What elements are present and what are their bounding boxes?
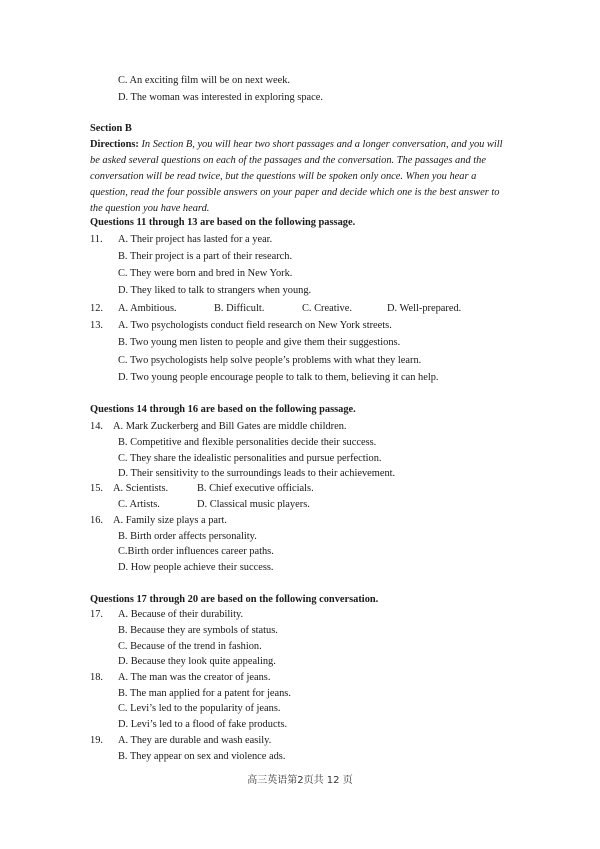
option-line: D. How people achieve their success. <box>118 562 274 573</box>
option-line: D. Well-prepared. <box>387 303 462 314</box>
option-line: B. They appear on sex and violence ads. <box>118 751 286 762</box>
section-heading: Section B <box>90 123 132 134</box>
option-line: B. The man applied for a patent for jeans. <box>118 688 291 699</box>
option-line: B. Birth order affects personality. <box>118 531 257 542</box>
question-number: 18. <box>90 672 103 683</box>
directions-label: Directions: <box>90 139 139 150</box>
option-line: D. Their sensitivity to the surroundings leads to their achievement. <box>118 468 396 479</box>
question-number: 14. <box>90 421 103 432</box>
option-line: D. Because they look quite appealing. <box>118 656 276 667</box>
option-line: A. Ambitious. <box>118 303 177 314</box>
option-line: D. Classical music players. <box>197 499 310 510</box>
question-number: 13. <box>90 320 103 331</box>
question-number: 15. <box>90 483 103 494</box>
option-line: A. Family size plays a part. <box>113 515 227 526</box>
option-line: C. Two psychologists help solve people’s problems with what they learn. <box>118 355 422 366</box>
group-heading: Questions 11 through 13 are based on the following passage. <box>90 217 356 228</box>
option-line: C. Levi’s led to the popularity of jeans. <box>118 703 281 714</box>
option-line: A. They are durable and wash easily. <box>118 735 272 746</box>
option-line: A. Their project has lasted for a year. <box>118 234 273 245</box>
option-line: C.Birth order influences career paths. <box>118 546 274 557</box>
option-line: B. Their project is a part of their research. <box>118 251 293 262</box>
option-line: B. Difficult. <box>214 303 265 314</box>
option-line: D. They liked to talk to strangers when young. <box>118 285 312 296</box>
option-line: A. The man was the creator of jeans. <box>118 672 271 683</box>
question-number: 16. <box>90 515 103 526</box>
option-line: B. Because they are symbols of status. <box>118 625 278 636</box>
option-line: C. They were born and bred in New York. <box>118 268 293 279</box>
option-line: A. Scientists. <box>113 483 169 494</box>
option-line: C. Creative. <box>302 303 352 314</box>
option-line: C. Artists. <box>118 499 160 510</box>
option-line: C. They share the idealistic personalities and pursue perfection. <box>118 453 382 464</box>
option-line: C. An exciting film will be on next week. <box>118 75 290 86</box>
question-number: 19. <box>90 735 103 746</box>
option-line: D. The woman was interested in exploring space. <box>118 92 323 103</box>
option-line: A. Two psychologists conduct field research on New York streets. <box>118 320 392 331</box>
option-line: B. Two young men listen to people and give them their suggestions. <box>118 337 401 348</box>
option-line: C. Because of the trend in fashion. <box>118 641 262 652</box>
question-number: 12. <box>90 303 103 314</box>
page-footer: 高三英语第2页共 12 页 <box>247 775 353 786</box>
option-line: A. Because of their durability. <box>118 609 244 620</box>
directions-text: In Section B, you will hear two short passages and a longer conversation, and you will be asked several questions on each of the passages and the conversation. The passages and the conversation will be read twice, but the questions will be spoken only once. When you hear a question, read the four possible answers on your paper and decide which one is the best answer to the question you have heard. <box>90 139 503 214</box>
group-heading: Questions 14 through 16 are based on the following passage. <box>90 404 356 415</box>
question-number: 11. <box>90 234 103 245</box>
option-line: D. Levi’s led to a flood of fake products. <box>118 719 288 730</box>
option-line: B. Competitive and flexible personalities decide their success. <box>118 437 377 448</box>
question-number: 17. <box>90 609 103 620</box>
option-line: A. Mark Zuckerberg and Bill Gates are middle children. <box>113 421 347 432</box>
directions-paragraph <box>90 137 510 217</box>
option-line: B. Chief executive officials. <box>197 483 314 494</box>
option-line: D. Two young people encourage people to talk to them, believing it can help. <box>118 372 439 383</box>
group-heading: Questions 17 through 20 are based on the following conversation. <box>90 594 379 605</box>
